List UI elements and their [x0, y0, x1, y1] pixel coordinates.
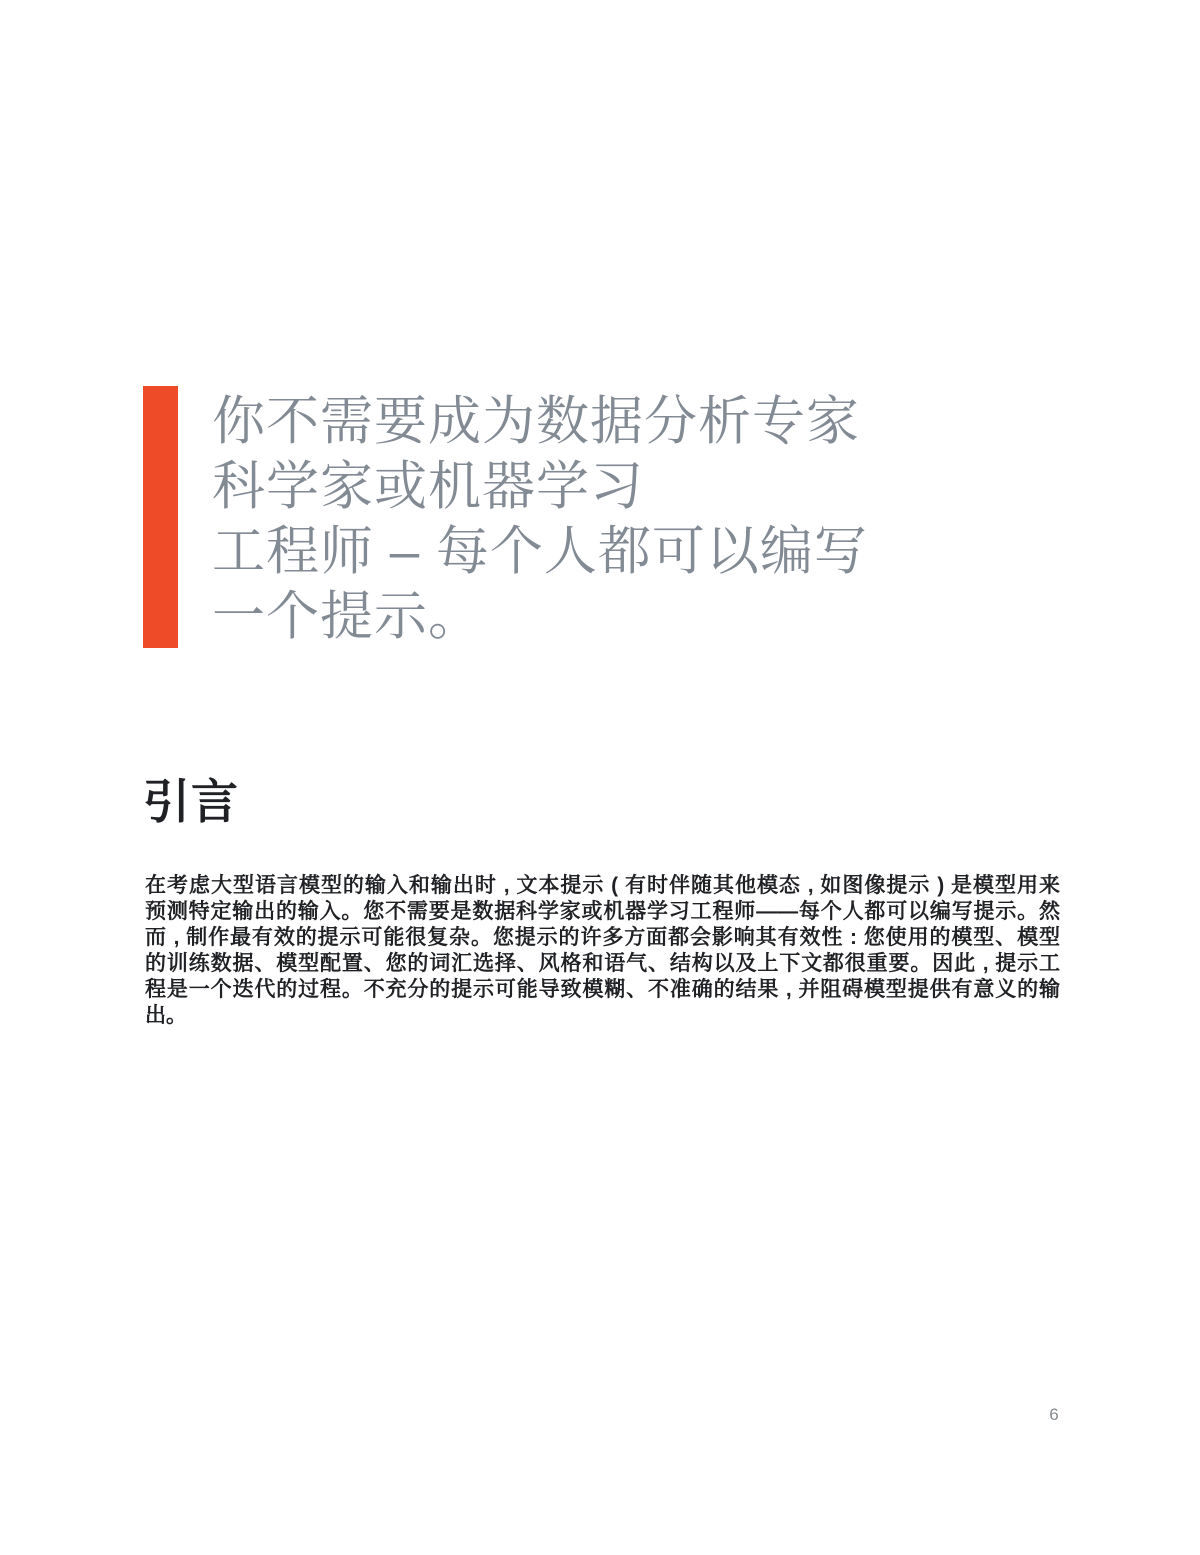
pull-quote-line: 工程师 – 每个人都可以编写: [212, 522, 868, 581]
pull-quote-line: 科学家或机器学习: [212, 457, 644, 516]
pull-quote-text: [212, 389, 868, 649]
paragraph-line: 的训练数据、模型配置、您的词汇选择、风格和语气、结构以及上下文都很重要。因此 , 提示工: [145, 952, 1060, 975]
pull-quote-line: 你不需要成为数据分析专家: [212, 392, 860, 451]
intro-paragraph: [145, 873, 1060, 1029]
quote-accent-bar: [143, 386, 178, 648]
paragraph-line: 预测特定输出的输入。您不需要是数据科学家或机器学习工程师——每个人都可以编写提示。然: [145, 900, 1060, 923]
paragraph-line: 程是一个迭代的过程。不充分的提示可能导致模糊、不准确的结果 , 并阻碍模型提供有意义的输: [145, 978, 1060, 1001]
paragraph-line: 出。: [145, 1004, 187, 1027]
pull-quote-line: 一个提示。: [212, 587, 482, 646]
section-heading: 引言: [143, 775, 239, 828]
paragraph-line: 在考虑大型语言模型的输入和输出时 , 文本提示 ( 有时伴随其他模态 , 如图像提示 ) 是模型用来: [145, 874, 1060, 897]
paragraph-line: 而 , 制作最有效的提示可能很复杂。您提示的许多方面都会影响其有效性 : 您使用的模型、模型: [145, 926, 1060, 949]
page-number: 6: [1049, 1405, 1059, 1424]
